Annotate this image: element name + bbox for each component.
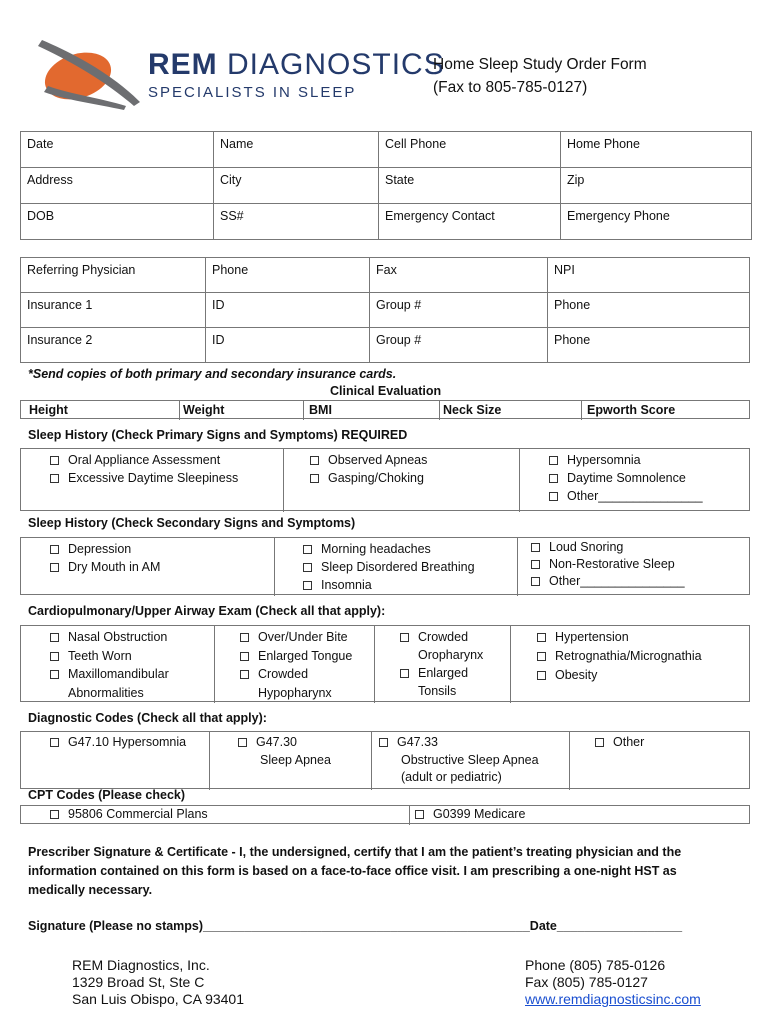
cpt-g0399-option[interactable]: G0399 Medicare (415, 805, 525, 823)
field-name[interactable]: Name (214, 132, 379, 168)
footer-contact (525, 957, 701, 1008)
checkbox-icon[interactable] (549, 456, 558, 465)
field-zip[interactable]: Zip (561, 168, 752, 204)
checkbox-icon[interactable] (50, 456, 59, 465)
checkbox-icon[interactable] (310, 474, 319, 483)
checkbox-icon[interactable] (400, 633, 409, 642)
footer-phone: Phone (805) 785-0126 (525, 957, 666, 973)
field-emergency-contact[interactable]: Emergency Contact (379, 204, 561, 240)
cardio-col3-option (400, 646, 483, 664)
primary-col2-label: Observed Apneas (328, 453, 428, 467)
checkbox-icon[interactable] (50, 545, 59, 554)
neck-size-label: Neck Size (443, 403, 502, 417)
cardio-col2-option[interactable] (240, 665, 308, 683)
cardio-col3-option[interactable] (400, 628, 468, 646)
cardio-col4-label: Obesity (555, 668, 598, 682)
field-cell-phone[interactable]: Cell Phone (379, 132, 561, 168)
epworth-score-label: Epworth Score (587, 403, 676, 417)
cardio-col1-option[interactable] (50, 647, 132, 665)
secondary-col2-option[interactable] (303, 576, 372, 594)
secondary-symptoms-title: Sleep History (Check Secondary Signs and Symptoms) (28, 516, 356, 530)
primary-col3-option[interactable] (549, 451, 641, 469)
footer-street: 1329 Broad St, Ste C (72, 974, 205, 990)
cardio-col2-option (240, 684, 332, 702)
signature-line[interactable]: Signature (Please no stamps)_______________________________________________Date__________________ (28, 919, 683, 933)
cardio-col1-label: Teeth Worn (68, 648, 132, 663)
secondary-col1-label: Dry Mouth in AM (68, 560, 161, 574)
dx-g4730-desc: Sleep Apnea (260, 753, 331, 767)
secondary-col3-label: Other_______________ (549, 574, 685, 588)
primary-col1-label: Excessive Daytime Sleepiness (68, 471, 239, 485)
field-id[interactable]: ID (206, 293, 370, 328)
checkbox-icon[interactable] (531, 560, 540, 569)
fax-line: (Fax to 805-785-0127) (433, 79, 588, 96)
checkbox-icon[interactable] (240, 633, 249, 642)
field-fax[interactable]: Fax (370, 258, 548, 293)
cardio-col2-label: Crowded (258, 667, 309, 681)
cardio-col1-label: Maxillomandibular (68, 667, 169, 681)
cardio-col1-label: Nasal Obstruction (68, 630, 168, 644)
primary-col2-option[interactable] (310, 469, 424, 487)
primary-col3-label: Daytime Somnolence (567, 471, 686, 485)
secondary-col2-label: Sleep Disordered Breathing (321, 560, 475, 574)
checkbox-icon[interactable] (50, 738, 59, 747)
cardio-col2-label: Enlarged Tongue (258, 648, 353, 663)
field-dob[interactable]: DOB (21, 204, 214, 240)
weight-label: Weight (183, 403, 225, 417)
field-npi[interactable]: NPI (548, 258, 750, 293)
checkbox-icon[interactable] (238, 738, 247, 747)
field-referring-physician[interactable]: Referring Physician (21, 258, 206, 293)
field-insurance-1[interactable]: Insurance 1 (21, 293, 206, 328)
primary-col2-option[interactable] (310, 451, 427, 469)
checkbox-icon[interactable] (240, 652, 249, 661)
checkbox-icon[interactable] (537, 652, 546, 661)
cpt-95806-option[interactable]: 95806 Commercial Plans (50, 805, 208, 823)
primary-symptoms-title: Sleep History (Check Primary Signs and Symptoms) REQUIRED (28, 428, 408, 442)
clinical-evaluation-row (20, 400, 750, 419)
field-home-phone[interactable]: Home Phone (561, 132, 752, 168)
cardio-col3-label: Oropharynx (418, 648, 484, 662)
field-ss[interactable]: SS# (214, 204, 379, 240)
diagnostic-codes-title: Diagnostic Codes (Check all that apply): (28, 711, 267, 725)
clinical-evaluation-title: Clinical Evaluation (330, 384, 442, 398)
secondary-col3-label: Loud Snoring (549, 540, 624, 554)
cardio-col2-option[interactable] (240, 628, 348, 646)
primary-col3-label: Other_______________ (567, 489, 703, 503)
field-phone[interactable]: Phone (548, 293, 750, 328)
checkbox-icon[interactable] (531, 577, 540, 586)
dx-g4733-note: (adult or pediatric) (401, 770, 502, 784)
checkbox-icon[interactable] (50, 652, 59, 661)
cardio-col1-label: Abnormalities (68, 685, 144, 700)
brand-diagnostics: DIAGNOSTICS (227, 48, 445, 81)
brand-tagline: SPECIALISTS IN SLEEP (148, 84, 357, 101)
field-address[interactable]: Address (21, 168, 214, 204)
checkbox-icon[interactable] (50, 810, 59, 819)
secondary-col3-option[interactable] (531, 555, 675, 573)
cardio-exam-title: Cardiopulmonary/Upper Airway Exam (Check all that apply): (28, 604, 386, 618)
checkbox-icon[interactable] (537, 671, 546, 680)
checkbox-icon[interactable] (303, 563, 312, 572)
secondary-col3-label: Non-Restorative Sleep (549, 557, 675, 571)
secondary-col3-option[interactable] (531, 538, 623, 556)
secondary-col1-option[interactable] (50, 540, 131, 558)
height-label: Height (29, 403, 68, 417)
primary-col1-option[interactable] (50, 451, 220, 469)
cardio-col2-option[interactable] (240, 647, 352, 665)
cardio-col4-option[interactable] (537, 666, 597, 684)
cardio-col3-label: Tonsils (418, 684, 457, 698)
dx-g4710-option[interactable]: G47.10 Hypersomnia (50, 733, 186, 751)
form-title: Home Sleep Study Order Form (433, 56, 647, 73)
secondary-col1-label: Depression (68, 542, 132, 556)
field-insurance-2[interactable]: Insurance 2 (21, 328, 206, 363)
footer-city: San Luis Obispo, CA 93401 (72, 991, 245, 1007)
checkbox-icon[interactable] (50, 563, 59, 572)
checkbox-icon[interactable] (415, 810, 424, 819)
field-group[interactable]: Group # (370, 328, 548, 363)
primary-col1-option[interactable] (50, 469, 238, 487)
checkbox-icon[interactable] (549, 474, 558, 483)
primary-col3-option[interactable] (549, 487, 703, 505)
prescriber-certification: Prescriber Signature & Certificate - I, the undersigned, certify that I am the patient’s treating physician and the information contained on this form is based on a face-to-face office visit. I am prescribing a one-night HST as medically necessary. (28, 845, 682, 897)
secondary-col2-option[interactable] (303, 540, 431, 558)
checkbox-icon[interactable] (303, 581, 312, 590)
secondary-col1-option[interactable] (50, 558, 160, 576)
brand-rem: REM (148, 48, 218, 81)
field-id[interactable]: ID (206, 328, 370, 363)
cardio-col3-label: Crowded (418, 630, 469, 644)
cardio-col4-option[interactable] (537, 647, 702, 665)
cpt-codes-title: CPT Codes (Please check) (28, 788, 186, 802)
footer-company: REM Diagnostics, Inc. (72, 957, 210, 973)
cardio-col4-label: Retrognathia/Micrognathia (555, 649, 702, 663)
primary-col3-label: Hypersomnia (567, 453, 641, 467)
checkbox-icon[interactable] (303, 545, 312, 554)
cardio-col1-option[interactable] (50, 665, 169, 683)
physician-insurance-table (20, 257, 750, 363)
cardio-col3-option[interactable] (400, 664, 468, 682)
insurance-note: *Send copies of both primary and secondary insurance cards. (28, 367, 397, 381)
dx-g4733-desc: Obstructive Sleep Apnea (401, 753, 539, 767)
checkbox-icon[interactable] (379, 738, 388, 747)
primary-col1-label: Oral Appliance Assessment (68, 453, 221, 467)
cardio-col4-label: Hypertension (555, 630, 629, 644)
dx-other-option[interactable]: Other (595, 733, 644, 751)
checkbox-icon[interactable] (400, 669, 409, 678)
checkbox-icon[interactable] (549, 492, 558, 501)
secondary-col3-option[interactable] (531, 572, 685, 590)
checkbox-icon[interactable] (310, 456, 319, 465)
field-phone[interactable]: Phone (548, 328, 750, 363)
primary-col3-option[interactable] (549, 469, 686, 487)
checkbox-icon[interactable] (50, 474, 59, 483)
cardio-col1-option[interactable] (50, 628, 167, 646)
checkbox-icon[interactable] (50, 670, 59, 679)
dx-g4733-option[interactable]: G47.33 (379, 733, 438, 751)
footer-fax: Fax (805) 785-0127 (525, 974, 648, 990)
dx-g4730-option[interactable]: G47.30 (238, 733, 297, 751)
secondary-col2-label: Morning headaches (321, 542, 431, 556)
primary-col2-label: Gasping/Choking (328, 471, 424, 485)
field-phone[interactable]: Phone (206, 258, 370, 293)
cardio-col2-label: Over/Under Bite (258, 630, 348, 644)
field-state[interactable]: State (379, 168, 561, 204)
checkbox-icon[interactable] (595, 738, 604, 747)
cardio-col1-option (50, 684, 144, 702)
cardio-col3-label: Enlarged (418, 666, 469, 680)
cardio-col2-label: Hypopharynx (258, 685, 332, 700)
company-logo (30, 32, 445, 112)
logo-swoosh-icon (30, 32, 150, 112)
checkbox-icon[interactable] (240, 670, 249, 679)
field-emergency-phone[interactable]: Emergency Phone (561, 204, 752, 240)
cardio-col4-option[interactable] (537, 628, 629, 646)
secondary-col2-option[interactable] (303, 558, 475, 576)
field-group[interactable]: Group # (370, 293, 548, 328)
patient-info-table (20, 131, 752, 240)
footer-address (72, 957, 244, 1008)
field-city[interactable]: City (214, 168, 379, 204)
secondary-col2-label: Insomnia (321, 578, 372, 592)
checkbox-icon[interactable] (531, 543, 540, 552)
footer-website-link[interactable]: www.remdiagnosticsinc.com (525, 991, 701, 1007)
field-date[interactable]: Date (21, 132, 214, 168)
cardio-col3-option (400, 682, 456, 700)
bmi-label: BMI (309, 403, 332, 417)
checkbox-icon[interactable] (50, 633, 59, 642)
checkbox-icon[interactable] (537, 633, 546, 642)
